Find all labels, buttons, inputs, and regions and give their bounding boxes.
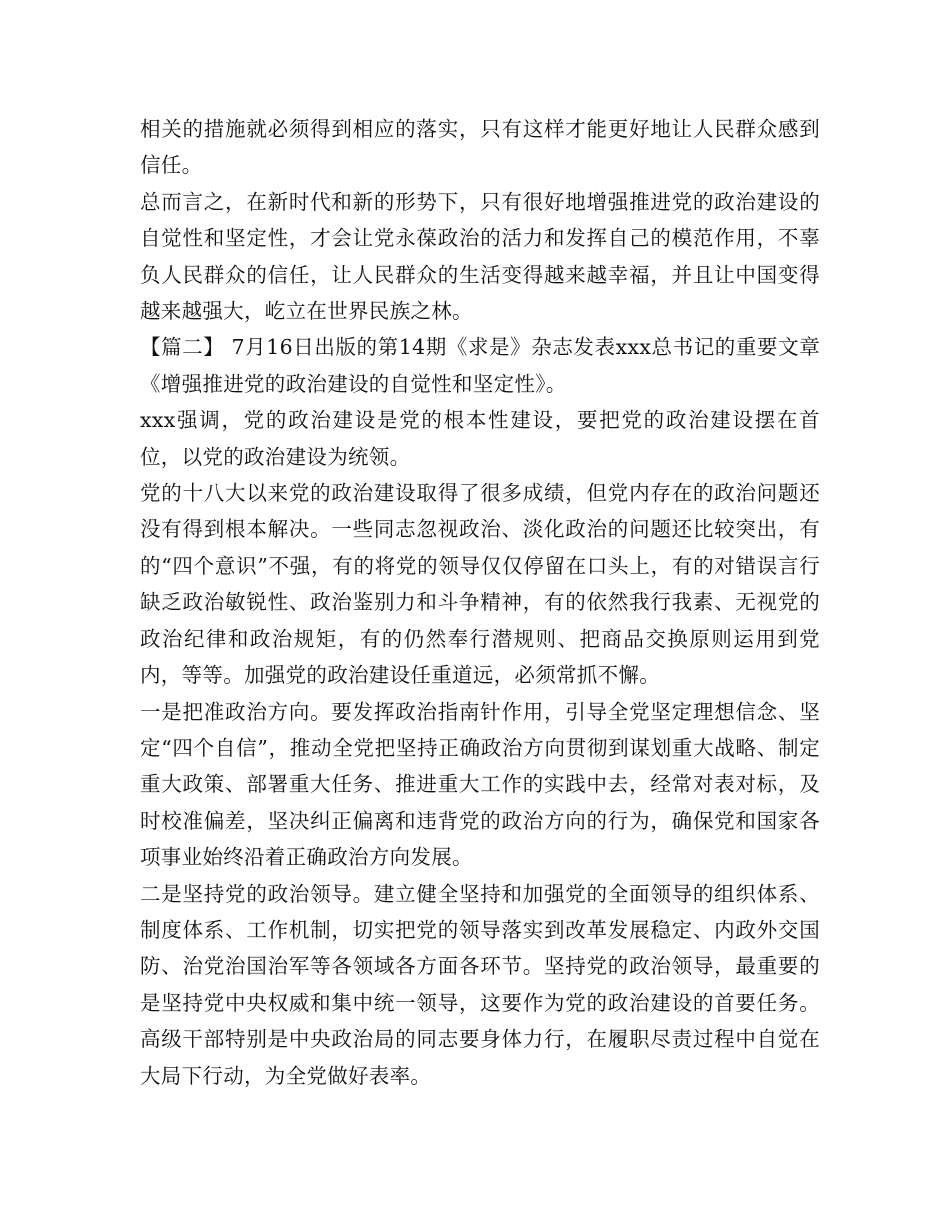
paragraph-6: 一是把准政治方向。要发挥政治指南针作用，引导全党坚定理想信念、坚定“四个自信”，推动全党把坚持正确政治方向贯彻到谋划重大战略、制定重大政策、部署重大任务、推进重大工作的实践中去，经常对表对标，及时校准偏差，坚决纠正偏离和违背党的政治方向的行为，确保党和国家各项事业始终沿着正确政治方向发展。 (140, 699, 820, 870)
paragraph-2: 总而言之，在新时代和新的形势下，只有很好地增强推进党的政治建设的自觉性和坚定性，才会让党永葆政治的活力和发挥自己的模范作用，不辜负人民群众的信任，让人民群众的生活变得越来越幸福，并且让中国变得越来越强大，屹立在世界民族之林。 (140, 189, 820, 324)
paragraph-4: xxx强调，党的政治建设是党的根本性建设，要把党的政治建设摆在首位，以党的政治建设为统领。 (140, 408, 820, 469)
document-body (140, 111, 820, 1094)
paragraph-5: 党的十八大以来党的政治建设取得了很多成绩，但党内存在的政治问题还没有得到根本解决。一些同志忽视政治、淡化政治的问题还比较突出，有的“四个意识”不强，有的将党的领导仅仅停留在口头上，有的对错误言行缺乏政治敏锐性、政治鉴别力和斗争精神，有的依然我行我素、无视党的政治纪律和政治规矩，有的仍然奉行潜规则、把商品交换原则运用到党内，等等。加强党的政治建设任重道远，必须常抓不懈。 (140, 481, 820, 688)
paragraph-3: 【篇二】 7月16日出版的第14期《求是》杂志发表xxx总书记的重要文章《增强推进党的政治建设的自觉性和坚定性》。 (140, 335, 820, 396)
paragraph-7: 二是坚持党的政治领导。建立健全坚持和加强党的全面领导的组织体系、制度体系、工作机制，切实把党的领导落实到改革发展稳定、内政外交国防、治党治国治军等各领域各方面各环节。坚持党的政治领导，最重要的是坚持党中央权威和集中统一领导，这要作为党的政治建设的首要任务。高级干部特别是中央政治局的同志要身体力行，在履职尽责过程中自觉在大局下行动，为全党做好表率。 (140, 881, 820, 1088)
paragraph-1: 相关的措施就必须得到相应的落实，只有这样才能更好地让人民群众感到信任。 (140, 117, 820, 178)
